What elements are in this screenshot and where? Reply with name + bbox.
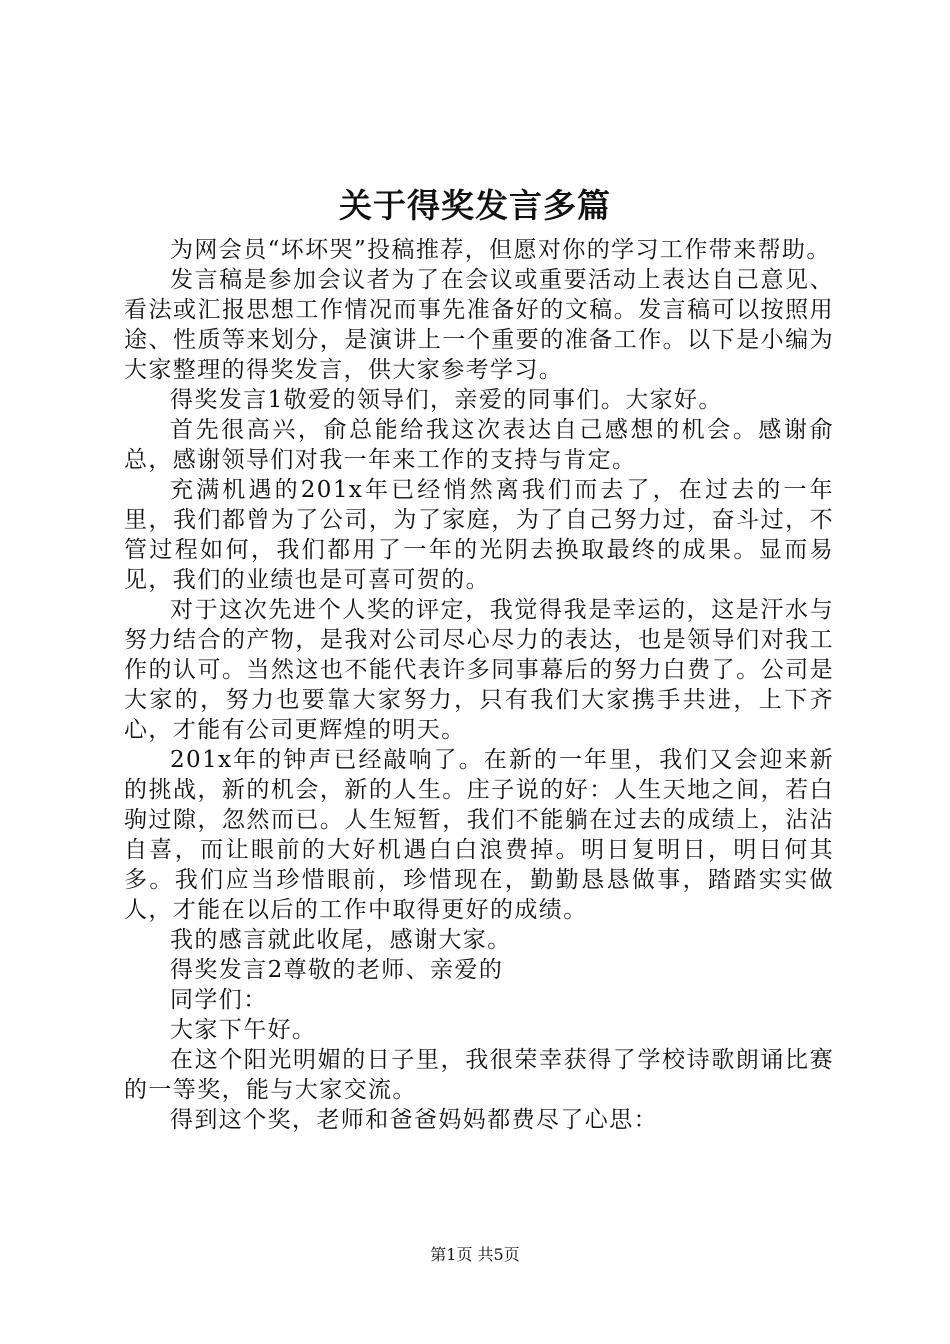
page-title: 关于得奖发言多篇 [339,186,611,225]
paragraph: 201x年的钟声已经敲响了。在新的一年里，我们又会迎来新的挑战，新的机会，新的人生。庄子说的好：人生天地之间，若白驹过隙，忽然而已。人生短暂，我们不能躺在过去的成绩上，沾沾自喜，而让眼前的大好机遇白白浪费掉。明日复明日，明日何其多。我们应当珍惜眼前，珍惜现在，勤勤恳恳做事，踏踏实实做人，才能在以后的工作中取得更好的成绩。 [124,747,834,923]
paragraph: 首先很高兴，俞总能给我这次表达自己感想的机会。感谢俞总，感谢领导们对我一年来工作的支持与肯定。 [124,417,834,473]
paragraph: 我的感言就此收尾，感谢大家。 [170,927,512,953]
paragraph: 发言稿是参加会议者为了在会议或重要活动上表达自己意见、看法或汇报思想工作情况而事先准备好的文稿。发言稿可以按照用途、性质等来划分，是演讲上一个重要的准备工作。以下是小编为大家整理的得奖发言，供大家参考学习。 [124,267,834,383]
paragraph: 同学们： [170,987,268,1013]
paragraph: 得奖发言1敬爱的领导们，亲爱的同事们。大家好。 [170,387,723,413]
paragraph: 得奖发言2尊敬的老师、亲爱的 [170,957,504,983]
paragraph: 在这个阳光明媚的日子里，我很荣幸获得了学校诗歌朗诵比赛的一等奖，能与大家交流。 [124,1047,834,1103]
paragraph: 大家下午好。 [170,1017,317,1043]
page-footer: 第1页 共5页 [430,1245,520,1264]
paragraph: 得到这个奖，老师和爸爸妈妈都费尽了心思： [170,1107,658,1133]
document-body [124,235,834,1135]
paragraph: 充满机遇的201x年已经悄然离我们而去了，在过去的一年里，我们都曾为了公司，为了家庭，为了自己努力过，奋斗过，不管过程如何，我们都用了一年的光阴去换取最终的成果。显而易见，我们的业绩也是可喜可贺的。 [124,477,834,593]
paragraph: 为网会员“坏坏哭”投稿推荐，但愿对你的学习工作带来帮助。 [170,237,831,263]
paragraph: 对于这次先进个人奖的评定，我觉得我是幸运的，这是汗水与努力结合的产物，是我对公司尽心尽力的表达，也是领导们对我工作的认可。当然这也不能代表许多同事幕后的努力白费了。公司是大家的，努力也要靠大家努力，只有我们大家携手共进，上下齐心，才能有公司更辉煌的明天。 [124,597,834,743]
